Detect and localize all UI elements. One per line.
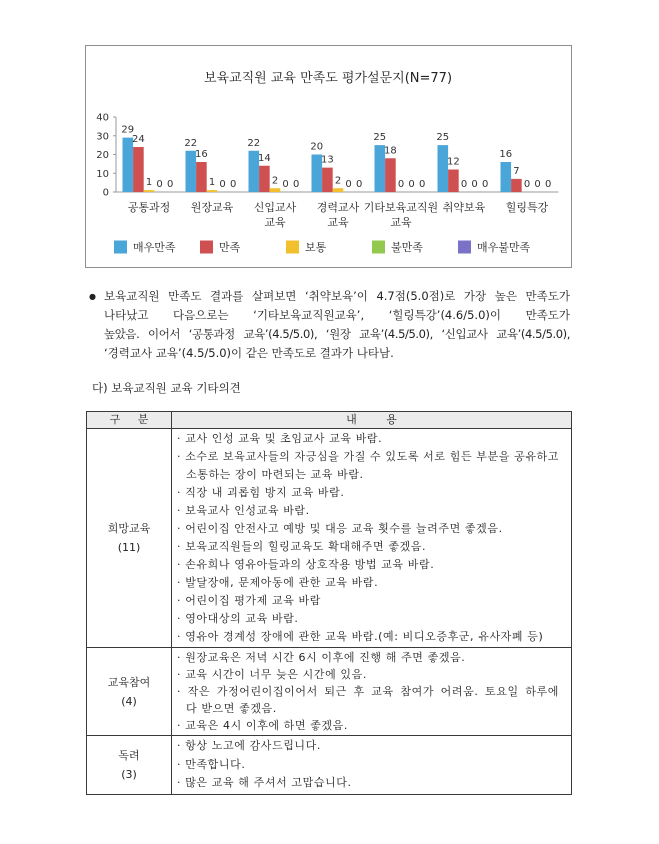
list-item: · 발달장애, 문제아동에 관한 교육 바람. — [177, 576, 379, 589]
data-label: 13 — [321, 154, 334, 166]
y-tick-label: 10 — [96, 168, 109, 180]
opinion-table — [86, 411, 572, 795]
data-label: 0 — [408, 179, 415, 190]
data-label: 0 — [282, 179, 289, 190]
data-label: 16 — [499, 149, 513, 160]
bar-series-2-category-2 — [270, 188, 281, 192]
category-count: (3) — [121, 767, 137, 781]
bar-series-1-category-4 — [385, 158, 396, 192]
bar-series-1-category-2 — [259, 166, 270, 192]
list-item: · 영아대상의 교육 바람. — [177, 612, 299, 625]
summary-paragraph — [89, 287, 570, 363]
table-header-row — [87, 412, 572, 429]
data-label: 0 — [156, 179, 163, 190]
data-label: 0 — [460, 179, 468, 190]
bar-series-1-category-3 — [322, 168, 333, 192]
data-label: 22 — [247, 137, 261, 149]
x-tick-label: 경력교사 교육 — [316, 201, 360, 229]
chart-title: 보육교직원 교육 만족도 평가설문지(N=77) — [203, 71, 453, 86]
data-label: 2 — [271, 175, 279, 187]
bar-series-1-category-1 — [196, 162, 207, 192]
bar-series-0-category-5 — [438, 145, 449, 192]
data-label: 18 — [384, 145, 397, 157]
legend-swatch — [458, 241, 471, 254]
content-cell — [172, 648, 572, 736]
data-label: 0 — [534, 179, 541, 190]
data-label: 14 — [258, 152, 271, 164]
y-tick-label: 40 — [96, 112, 109, 124]
data-label: 16 — [195, 149, 208, 160]
data-label: 0 — [545, 179, 552, 190]
x-tick-label: 기타보육교직원 교육 — [363, 201, 439, 229]
data-label: 29 — [121, 124, 135, 136]
table-body — [87, 429, 572, 795]
list-item-continuation: 다 받으면 좋겠음. — [186, 702, 277, 715]
category-label: 독려 — [118, 748, 140, 762]
table-head — [87, 412, 572, 429]
bar-series-2-category-1 — [207, 190, 218, 192]
data-label: 12 — [447, 156, 460, 168]
legend-label: 만족 — [219, 241, 241, 254]
category-cell — [87, 736, 172, 795]
data-label: 0 — [293, 179, 300, 190]
list-item: · 만족합니다. — [177, 757, 246, 771]
legend-label: 보통 — [305, 241, 327, 254]
bar-series-2-category-0 — [144, 190, 155, 192]
bar-chart — [86, 46, 571, 267]
bullet-icon: ● — [89, 292, 96, 301]
list-item: · 작은 가정어린이집이어서 퇴근 후 교육 참여가 어려움. 토요일 하루에 — [177, 685, 559, 698]
x-tick-label: 신입교사 교육 — [253, 201, 297, 229]
category-cell — [87, 429, 172, 648]
table-row — [87, 736, 572, 795]
list-item: · 많은 교육 해 주셔서 고맙습니다. — [177, 776, 352, 789]
data-label: 0 — [419, 179, 426, 190]
list-item: · 교육은 4시 이후에 하면 좋겠음. — [177, 719, 348, 732]
summary-line: 높았음. 이어서 ‘공통과정 교육’(4.5/5.0), ‘원장 교육’(4.5/5.0), ‘신입교사 교육’(4.5/5.0), — [104, 327, 570, 341]
data-label: 20 — [310, 141, 324, 153]
summary-line: 보육교직원 만족도 결과를 살펴보면 ‘취약보육’이 4.7점(5.0점)로 가장 높은 만족도가 — [104, 289, 570, 303]
data-label: 25 — [373, 132, 387, 144]
content-cell — [172, 736, 572, 795]
category-label: 교육참여 — [107, 675, 151, 689]
data-label: 0 — [219, 179, 226, 190]
summary-line: 나타났고 다음으로는 ‘기타보육교직원교육’, ‘힐링특강’(4.6/5.0)이 만족도가 — [104, 308, 570, 322]
legend-label: 매우불만족 — [477, 241, 531, 254]
data-label: 0 — [523, 179, 531, 190]
data-label: 0 — [397, 179, 405, 190]
list-item: · 보육교사 인성교육 바람. — [177, 504, 310, 517]
content-cell — [172, 429, 572, 648]
table-header-category: 구 분 — [87, 412, 172, 429]
x-tick-label: 힐링특강 — [505, 201, 549, 214]
data-label: 25 — [436, 132, 450, 144]
x-tick-label: 공통과정 — [127, 201, 171, 214]
table-header-content: 내 용 — [172, 412, 572, 429]
legend-swatch — [200, 241, 213, 254]
data-label: 0 — [167, 179, 174, 190]
table-row — [87, 648, 572, 736]
bar-series-1-category-5 — [448, 170, 459, 193]
legend-label: 매우만족 — [133, 241, 176, 254]
list-item: · 직장 내 괴롭힘 방지 교육 바람. — [177, 486, 345, 499]
bar-series-1-category-0 — [133, 147, 144, 192]
category-cell — [87, 648, 172, 736]
data-label: 1 — [208, 177, 216, 189]
data-label: 0 — [356, 179, 363, 190]
list-item: · 영유아 경계성 장애에 관한 교육 바람.(예: 비디오증후군, 유사자폐 등) — [177, 630, 544, 643]
data-label: 0 — [230, 179, 237, 190]
data-label: 22 — [184, 137, 198, 149]
data-label: 0 — [482, 179, 489, 190]
chart-container — [85, 45, 572, 268]
category-count: (11) — [117, 541, 141, 554]
summary-text — [104, 287, 570, 363]
list-item: · 교육 시간이 너무 늦은 시간에 있음. — [177, 668, 367, 681]
list-item: · 어린이집 평가제 교육 바람 — [177, 594, 321, 607]
x-tick-label: 취약보육 — [442, 201, 486, 214]
list-item: · 어린이집 안전사고 예방 및 대응 교육 횟수를 늘려주면 좋겠음. — [177, 522, 503, 535]
summary-line: ‘경력교사 교육’(4.5/5.0)이 같은 만족도로 결과가 나타남. — [104, 346, 394, 360]
legend-label: 불만족 — [391, 241, 423, 254]
y-tick-label: 30 — [96, 131, 109, 143]
list-item: · 원장교육은 저녁 시간 6시 이후에 진행 해 주면 좋겠음. — [177, 651, 466, 664]
section-heading: 다) 보육교직원 교육 기타의견 — [92, 381, 241, 395]
y-tick-label: 20 — [96, 150, 109, 161]
legend-swatch — [114, 241, 127, 254]
list-item: · 항상 노고에 감사드립니다. — [177, 739, 321, 752]
data-label: 0 — [345, 179, 352, 190]
legend-swatch — [372, 241, 385, 254]
data-label: 2 — [334, 175, 342, 187]
legend-swatch — [286, 241, 299, 254]
category-count: (4) — [121, 694, 137, 708]
list-item: · 소수로 보육교사들의 자긍심을 가질 수 있도록 서로 힘든 부분을 공유하고 — [177, 450, 559, 463]
data-label: 7 — [513, 165, 520, 177]
data-label: 24 — [132, 134, 145, 145]
bar-series-1-category-6 — [511, 179, 522, 192]
x-tick-label: 원장교육 — [190, 201, 234, 214]
list-item: · 손유희나 영유아들과의 상호작용 방법 교육 바람. — [177, 558, 435, 571]
data-label: 0 — [471, 179, 478, 190]
list-item-continuation: 소통하는 장이 마련되는 교육 바람. — [186, 468, 364, 481]
bar-series-2-category-3 — [333, 188, 344, 192]
y-tick-label: 0 — [102, 187, 109, 199]
category-label: 희망교육 — [107, 522, 151, 535]
list-item: · 보육교직원들의 힐링교육도 확대해주면 좋겠음. — [177, 540, 427, 553]
bar-series-0-category-0 — [123, 138, 134, 192]
data-label: 1 — [145, 177, 153, 189]
list-item: · 교사 인성 교육 및 초임교사 교육 바람. — [177, 432, 383, 445]
bar-series-0-category-6 — [501, 162, 512, 192]
table-row — [87, 429, 572, 648]
